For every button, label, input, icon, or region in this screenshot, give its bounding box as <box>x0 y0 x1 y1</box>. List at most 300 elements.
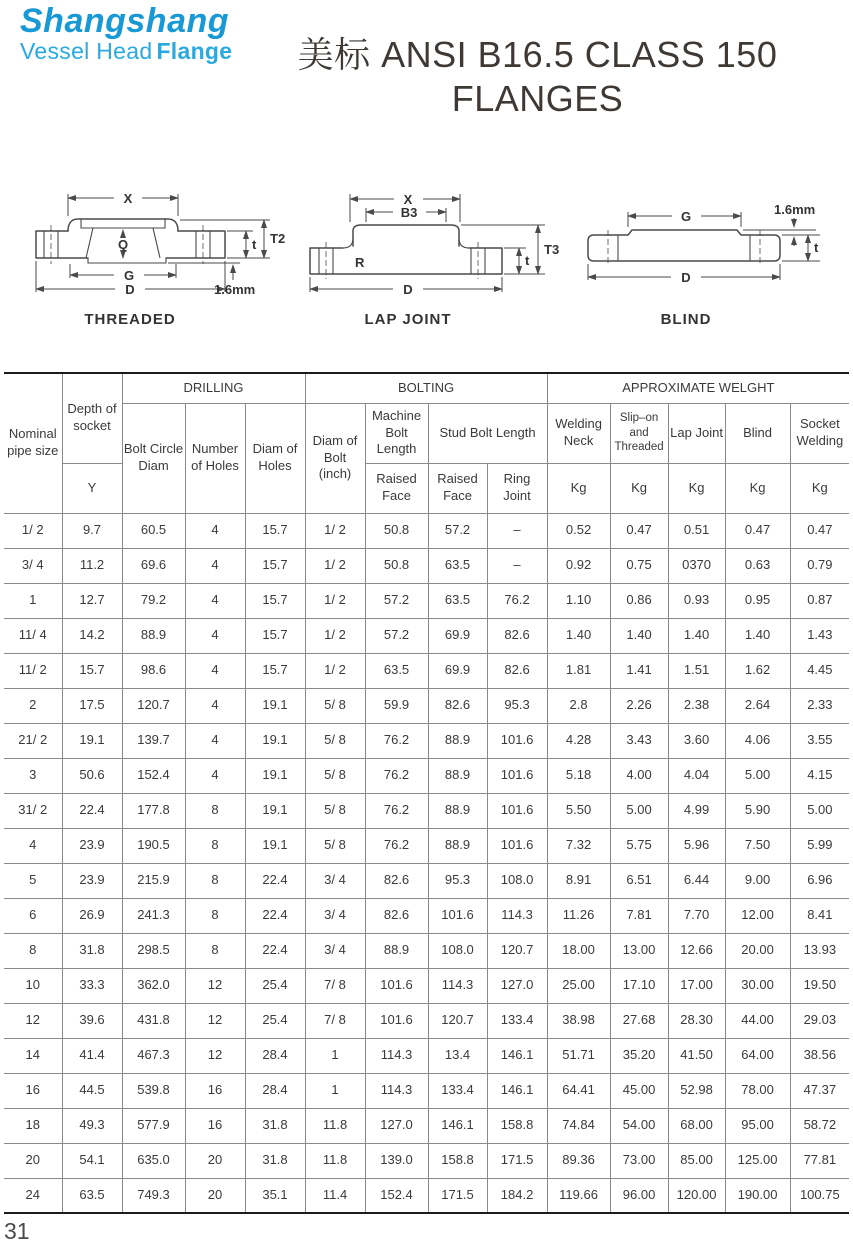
table-cell: 64.00 <box>725 1038 790 1073</box>
table-cell: 69.6 <box>122 548 185 583</box>
table-cell: 101.6 <box>365 968 428 1003</box>
table-cell: 0.47 <box>610 513 668 548</box>
table-row <box>4 1108 849 1143</box>
table-cell: 101.6 <box>487 758 547 793</box>
table-cell: 0.79 <box>790 548 849 583</box>
group-header-bolting: BOLTING <box>305 373 547 403</box>
table-body <box>4 513 849 1213</box>
table-cell: 146.1 <box>487 1038 547 1073</box>
table-cell: 28.4 <box>245 1038 305 1073</box>
table-cell: 50.8 <box>365 513 428 548</box>
subheader-kg-slip-on: Kg <box>610 463 668 513</box>
table-cell: 2.33 <box>790 688 849 723</box>
table-cell: 146.1 <box>487 1073 547 1108</box>
col-header-welding-neck: Welding Neck <box>547 403 610 463</box>
table-cell: – <box>487 548 547 583</box>
col-header-machine-bolt-length: Machine Bolt Length <box>365 403 428 463</box>
table-cell: 3 <box>4 758 62 793</box>
table-cell: 8 <box>185 793 245 828</box>
table-cell: 77.81 <box>790 1143 849 1178</box>
dim-label-d: D <box>681 270 691 285</box>
table-cell: 76.2 <box>365 758 428 793</box>
dim-label-t: t <box>252 237 257 252</box>
table-row <box>4 828 849 863</box>
table-cell: 5.18 <box>547 758 610 793</box>
table-cell: 11/ 4 <box>4 618 62 653</box>
table-cell: 1.41 <box>610 653 668 688</box>
table-row <box>4 653 849 688</box>
table-row <box>4 688 849 723</box>
table-cell: 17.5 <box>62 688 122 723</box>
table-row <box>4 863 849 898</box>
table-cell: 114.3 <box>365 1038 428 1073</box>
table-cell: 11.26 <box>547 898 610 933</box>
table-cell: 20.00 <box>725 933 790 968</box>
table-row <box>4 1178 849 1213</box>
table-cell: 15.7 <box>245 618 305 653</box>
table-cell: 57.2 <box>428 513 487 548</box>
table-cell: 3/ 4 <box>305 863 365 898</box>
table-cell: 749.3 <box>122 1178 185 1213</box>
dim-label-g: G <box>123 268 135 283</box>
col-header-slip-on-threaded: Slip–on and Threaded <box>610 403 668 463</box>
table-cell: 4 <box>185 583 245 618</box>
table-cell: 54.1 <box>62 1143 122 1178</box>
table-cell: 2.26 <box>610 688 668 723</box>
table-cell: 0.87 <box>790 583 849 618</box>
table-cell: 1.40 <box>668 618 725 653</box>
logo-brand-name: Shangshang <box>20 2 230 40</box>
logo-tagline: Vessel Head Flange <box>20 38 233 64</box>
table-cell: 31/ 2 <box>4 793 62 828</box>
table-cell: 1.40 <box>725 618 790 653</box>
table-cell: 89.36 <box>547 1143 610 1178</box>
table-cell: 114.3 <box>428 968 487 1003</box>
table-cell: 22.4 <box>245 863 305 898</box>
table-cell: 9.00 <box>725 863 790 898</box>
table-cell: 7.50 <box>725 828 790 863</box>
table-cell: 114.3 <box>365 1073 428 1108</box>
table-cell: 2.8 <box>547 688 610 723</box>
table-cell: 38.56 <box>790 1038 849 1073</box>
table-cell: 8 <box>185 898 245 933</box>
group-header-drilling: DRILLING <box>122 373 305 403</box>
table-cell: 152.4 <box>365 1178 428 1213</box>
dim-label-b3: B3 <box>400 205 418 220</box>
col-header-diam-of-holes: Diam of Holes <box>245 403 305 513</box>
table-cell: 8.41 <box>790 898 849 933</box>
table-row <box>4 933 849 968</box>
table-cell: 2.64 <box>725 688 790 723</box>
table-cell: 45.00 <box>610 1073 668 1108</box>
table-cell: 1.81 <box>547 653 610 688</box>
table-cell: 8.91 <box>547 863 610 898</box>
table-cell: 52.98 <box>668 1073 725 1108</box>
table-cell: 3/ 4 <box>4 548 62 583</box>
table-cell: 25.4 <box>245 968 305 1003</box>
table-cell: 108.0 <box>487 863 547 898</box>
table-cell: 13.00 <box>610 933 668 968</box>
table-cell: 13.4 <box>428 1038 487 1073</box>
col-header-diam-of-bolt: Diam of Bolt (inch) <box>305 403 365 513</box>
table-row <box>4 898 849 933</box>
table-cell: 190.5 <box>122 828 185 863</box>
table-cell: 19.1 <box>245 793 305 828</box>
table-cell: 1/ 2 <box>305 548 365 583</box>
table-cell: 3.60 <box>668 723 725 758</box>
table-cell: 69.9 <box>428 653 487 688</box>
table-cell: 4.15 <box>790 758 849 793</box>
table-cell: 125.00 <box>725 1143 790 1178</box>
table-cell: 88.9 <box>428 828 487 863</box>
table-cell: 1.40 <box>610 618 668 653</box>
table-cell: 127.0 <box>487 968 547 1003</box>
page-number: 31 <box>4 1218 30 1244</box>
table-cell: 177.8 <box>122 793 185 828</box>
table-cell: 54.00 <box>610 1108 668 1143</box>
subheader-ring-joint: Ring Joint <box>487 463 547 513</box>
table-cell: 6.51 <box>610 863 668 898</box>
table-cell: 11.8 <box>305 1143 365 1178</box>
table-cell: 31.8 <box>245 1108 305 1143</box>
table-cell: 5.90 <box>725 793 790 828</box>
table-cell: 10 <box>4 968 62 1003</box>
col-header-blind: Blind <box>725 403 790 463</box>
table-cell: 5/ 8 <box>305 828 365 863</box>
table-cell: 47.37 <box>790 1073 849 1108</box>
table-cell: 241.3 <box>122 898 185 933</box>
table-cell: 95.3 <box>487 688 547 723</box>
table-cell: 146.1 <box>428 1108 487 1143</box>
table-cell: 15.7 <box>245 583 305 618</box>
table-row <box>4 513 849 548</box>
table-cell: 28.4 <box>245 1073 305 1108</box>
table-cell: 152.4 <box>122 758 185 793</box>
table-cell: 108.0 <box>428 933 487 968</box>
table-cell: 41.4 <box>62 1038 122 1073</box>
table-cell: 16 <box>185 1108 245 1143</box>
table-cell: 0.51 <box>668 513 725 548</box>
table-cell: 59.9 <box>365 688 428 723</box>
table-cell: 14 <box>4 1038 62 1073</box>
table-cell: 158.8 <box>487 1108 547 1143</box>
table-cell: 20 <box>185 1143 245 1178</box>
table-cell: 362.0 <box>122 968 185 1003</box>
table-cell: 139.7 <box>122 723 185 758</box>
dim-label-q: Q <box>117 237 129 252</box>
col-header-depth-of-socket: Depth of socket <box>62 373 122 463</box>
table-cell: 1/ 2 <box>305 513 365 548</box>
table-cell: 12.7 <box>62 583 122 618</box>
table-cell: 31.8 <box>62 933 122 968</box>
table-cell: 114.3 <box>487 898 547 933</box>
table-cell: 82.6 <box>487 653 547 688</box>
table-row <box>4 548 849 583</box>
table-cell: 19.1 <box>245 723 305 758</box>
table-cell: 5/ 8 <box>305 723 365 758</box>
table-cell: 18 <box>4 1108 62 1143</box>
col-header-number-of-holes: Number of Holes <box>185 403 245 513</box>
table-cell: 139.0 <box>365 1143 428 1178</box>
table-cell: 539.8 <box>122 1073 185 1108</box>
table-cell: 31.8 <box>245 1143 305 1178</box>
table-cell: 4 <box>185 688 245 723</box>
lap-joint-flange-diagram <box>295 168 575 334</box>
table-cell: 82.6 <box>365 898 428 933</box>
table-cell: 17.10 <box>610 968 668 1003</box>
table-cell: 5/ 8 <box>305 758 365 793</box>
dim-label-rf: 1.6mm <box>214 282 256 297</box>
table-cell: 1 <box>4 583 62 618</box>
table-cell: 41.50 <box>668 1038 725 1073</box>
table-cell: 38.98 <box>547 1003 610 1038</box>
table-cell: 431.8 <box>122 1003 185 1038</box>
table-cell: 635.0 <box>122 1143 185 1178</box>
table-cell: 12 <box>185 1038 245 1073</box>
table-cell: 3.55 <box>790 723 849 758</box>
table-row <box>4 758 849 793</box>
table-cell: 35.20 <box>610 1038 668 1073</box>
table-cell: 68.00 <box>668 1108 725 1143</box>
table-cell: 33.3 <box>62 968 122 1003</box>
table-cell: 101.6 <box>487 723 547 758</box>
col-header-lap-joint: Lap Joint <box>668 403 725 463</box>
table-cell: 9.7 <box>62 513 122 548</box>
table-cell: 101.6 <box>365 1003 428 1038</box>
table-cell: 298.5 <box>122 933 185 968</box>
dim-label-x: X <box>403 192 413 207</box>
table-cell: 25.00 <box>547 968 610 1003</box>
table-cell: 63.5 <box>428 548 487 583</box>
table-cell: 4.04 <box>668 758 725 793</box>
table-cell: 88.9 <box>428 793 487 828</box>
table-cell: 19.1 <box>245 688 305 723</box>
table-cell: 7.70 <box>668 898 725 933</box>
table-row <box>4 968 849 1003</box>
table-cell: 0.86 <box>610 583 668 618</box>
table-cell: 100.75 <box>790 1178 849 1213</box>
table-cell: 15.7 <box>245 653 305 688</box>
table-cell: 69.9 <box>428 618 487 653</box>
dim-label-d: D <box>125 282 135 297</box>
threaded-flange-diagram <box>18 168 298 334</box>
table-cell: 120.7 <box>487 933 547 968</box>
table-cell: 58.72 <box>790 1108 849 1143</box>
table-cell: 101.6 <box>487 828 547 863</box>
table-cell: 11/ 2 <box>4 653 62 688</box>
table-cell: 119.66 <box>547 1178 610 1213</box>
table-row <box>4 1038 849 1073</box>
table-cell: 4 <box>185 653 245 688</box>
table-cell: 15.7 <box>245 513 305 548</box>
dim-label-t: t <box>814 240 819 255</box>
subheader-kg-socket-welding: Kg <box>790 463 849 513</box>
table-cell: 5 <box>4 863 62 898</box>
table-cell: 133.4 <box>487 1003 547 1038</box>
table-cell: 467.3 <box>122 1038 185 1073</box>
table-cell: 158.8 <box>428 1143 487 1178</box>
table-cell: 5.50 <box>547 793 610 828</box>
table-cell: 1/ 2 <box>305 653 365 688</box>
table-cell: 64.41 <box>547 1073 610 1108</box>
table-cell: 22.4 <box>245 898 305 933</box>
table-cell: 21/ 2 <box>4 723 62 758</box>
table-cell: 7/ 8 <box>305 1003 365 1038</box>
table-cell: 4.99 <box>668 793 725 828</box>
table-cell: 1 <box>305 1038 365 1073</box>
table-cell: 20 <box>4 1143 62 1178</box>
table-cell: 8 <box>185 828 245 863</box>
table-cell: 25.4 <box>245 1003 305 1038</box>
table-cell: 5.99 <box>790 828 849 863</box>
flange-spec-table <box>4 372 849 1214</box>
table-cell: 0.47 <box>725 513 790 548</box>
table-cell: 30.00 <box>725 968 790 1003</box>
table-cell: 76.2 <box>487 583 547 618</box>
table-cell: 88.9 <box>428 758 487 793</box>
table-cell: 78.00 <box>725 1073 790 1108</box>
table-cell: 12 <box>185 1003 245 1038</box>
table-cell: 7/ 8 <box>305 968 365 1003</box>
table-cell: 88.9 <box>365 933 428 968</box>
table-cell: 76.2 <box>365 828 428 863</box>
table-cell: 4.00 <box>610 758 668 793</box>
table-cell: 82.6 <box>365 863 428 898</box>
table-cell: 11.4 <box>305 1178 365 1213</box>
table-row <box>4 1073 849 1108</box>
table-cell: 5.00 <box>790 793 849 828</box>
dim-label-g: G <box>680 209 692 224</box>
table-cell: 63.5 <box>428 583 487 618</box>
table-cell: 4 <box>185 758 245 793</box>
dim-label-r: R <box>355 255 365 270</box>
table-cell: 88.9 <box>428 723 487 758</box>
table-cell: 0.75 <box>610 548 668 583</box>
flange-diagrams <box>0 168 853 338</box>
table-cell: 2 <box>4 688 62 723</box>
group-header-approximate-weight: APPROXIMATE WELGHT <box>547 373 849 403</box>
table-cell: 57.2 <box>365 618 428 653</box>
table-cell: 17.00 <box>668 968 725 1003</box>
table-cell: 51.71 <box>547 1038 610 1073</box>
subheader-kg-lap-joint: Kg <box>668 463 725 513</box>
table-cell: 50.6 <box>62 758 122 793</box>
table-cell: 1/ 2 <box>4 513 62 548</box>
table-cell: 50.8 <box>365 548 428 583</box>
table-cell: 14.2 <box>62 618 122 653</box>
table-cell: 15.7 <box>62 653 122 688</box>
table-cell: 101.6 <box>487 793 547 828</box>
col-header-nominal-pipe-size: Nominal pipe size <box>4 373 62 513</box>
table-cell: 4 <box>185 548 245 583</box>
table-row <box>4 1003 849 1038</box>
diagram-caption-lap-joint: LAP JOINT <box>364 311 452 328</box>
table-cell: 20 <box>185 1178 245 1213</box>
table-cell: 35.1 <box>245 1178 305 1213</box>
table-cell: 63.5 <box>365 653 428 688</box>
table-cell: 171.5 <box>487 1143 547 1178</box>
table-cell: 0.93 <box>668 583 725 618</box>
table-cell: 12 <box>185 968 245 1003</box>
table-cell: 1.51 <box>668 653 725 688</box>
table-cell: 1/ 2 <box>305 583 365 618</box>
table-cell: 0.63 <box>725 548 790 583</box>
table-row <box>4 1143 849 1178</box>
table-cell: 3/ 4 <box>305 933 365 968</box>
table-cell: 12.00 <box>725 898 790 933</box>
subheader-kg-welding-neck: Kg <box>547 463 610 513</box>
table-cell: 12.66 <box>668 933 725 968</box>
table-cell: 19.1 <box>245 828 305 863</box>
table-cell: 22.4 <box>245 933 305 968</box>
table-cell: 1/ 2 <box>305 618 365 653</box>
table-cell: 1.43 <box>790 618 849 653</box>
table-cell: 184.2 <box>487 1178 547 1213</box>
page-title: 美标 ANSI B16.5 CLASS 150 FLANGES <box>297 34 778 119</box>
table-cell: 11.2 <box>62 548 122 583</box>
table-cell: 120.7 <box>428 1003 487 1038</box>
table-cell: 82.6 <box>428 688 487 723</box>
subheader-machine-raised-face: Raised Face <box>365 463 428 513</box>
table-cell: 82.6 <box>487 618 547 653</box>
dim-label-x: X <box>123 191 133 206</box>
subheader-kg-blind: Kg <box>725 463 790 513</box>
table-cell: 76.2 <box>365 793 428 828</box>
table-row <box>4 793 849 828</box>
table-cell: 0.95 <box>725 583 790 618</box>
table-cell: 11.8 <box>305 1108 365 1143</box>
table-cell: 19.1 <box>62 723 122 758</box>
dim-label-t2: T2 <box>270 231 286 246</box>
table-cell: 8 <box>185 933 245 968</box>
table-cell: 4 <box>185 723 245 758</box>
table-cell: 4 <box>4 828 62 863</box>
table-cell: 2.38 <box>668 688 725 723</box>
table-cell: 63.5 <box>62 1178 122 1213</box>
table-cell: – <box>487 513 547 548</box>
table-cell: 120.7 <box>122 688 185 723</box>
table-cell: 79.2 <box>122 583 185 618</box>
dim-label-t3: T3 <box>544 242 560 257</box>
subheader-stud-raised-face: Raised Face <box>428 463 487 513</box>
table-cell: 7.32 <box>547 828 610 863</box>
table-cell: 85.00 <box>668 1143 725 1178</box>
table-cell: 73.00 <box>610 1143 668 1178</box>
table-cell: 98.6 <box>122 653 185 688</box>
col-header-stud-bolt-length: Stud Bolt Length <box>428 403 547 463</box>
company-logo <box>20 2 232 65</box>
dim-label-t: t <box>525 253 530 268</box>
table-cell: 13.93 <box>790 933 849 968</box>
table-cell: 15.7 <box>245 548 305 583</box>
table-cell: 4 <box>185 513 245 548</box>
table-cell: 133.4 <box>428 1073 487 1108</box>
col-header-socket-welding: Socket Welding <box>790 403 849 463</box>
diagram-caption-threaded: THREADED <box>84 311 176 328</box>
table-cell: 95.3 <box>428 863 487 898</box>
table-cell: 4.45 <box>790 653 849 688</box>
table-cell: 96.00 <box>610 1178 668 1213</box>
table-cell: 76.2 <box>365 723 428 758</box>
table-cell: 19.50 <box>790 968 849 1003</box>
table-cell: 5.00 <box>610 793 668 828</box>
table-cell: 0.47 <box>790 513 849 548</box>
table-cell: 12 <box>4 1003 62 1038</box>
table-cell: 171.5 <box>428 1178 487 1213</box>
table-cell: 88.9 <box>122 618 185 653</box>
table-cell: 127.0 <box>365 1108 428 1143</box>
table-cell: 57.2 <box>365 583 428 618</box>
